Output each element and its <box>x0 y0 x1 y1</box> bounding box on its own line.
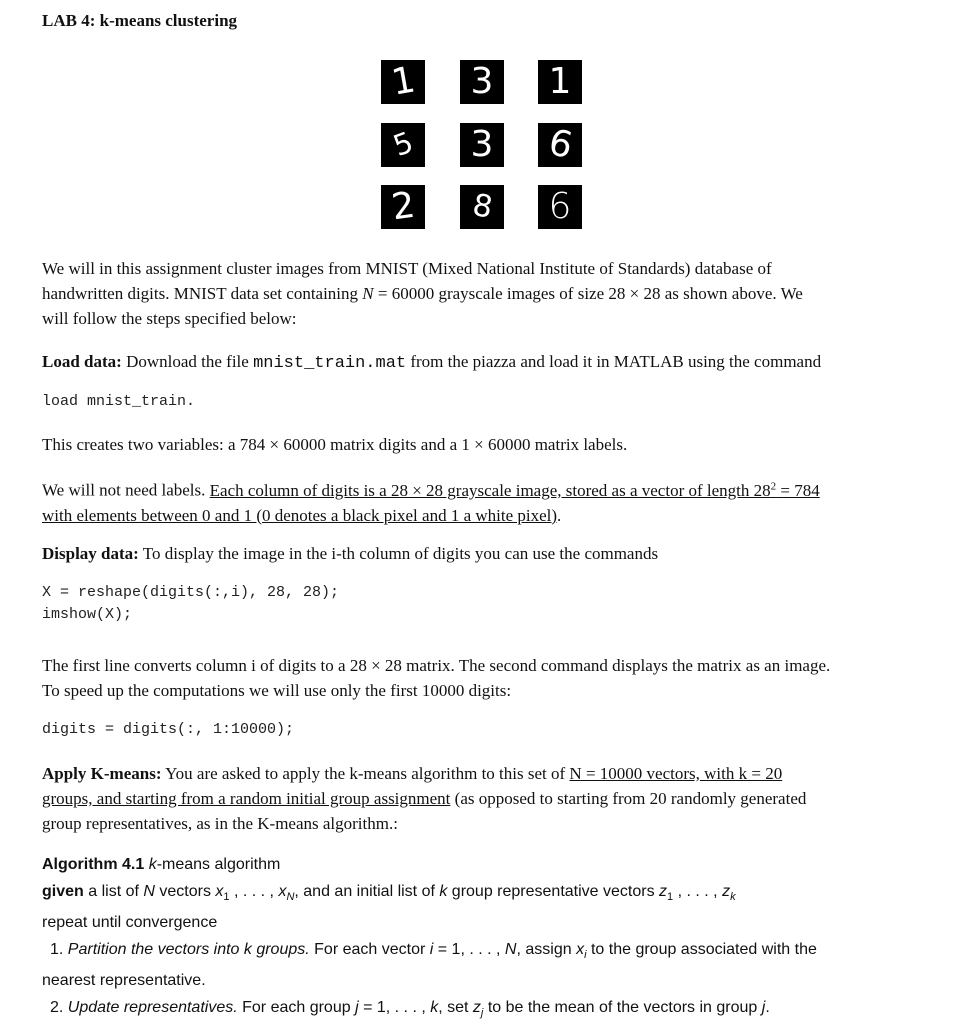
body-text: To speed up the computations we will use only the first 10000 digits: <box>42 681 512 700</box>
intro-line: We will in this assignment cluster images from MNIST (Mixed National Institute of Standards) database of <box>42 259 772 278</box>
subscript: j <box>480 1007 484 1020</box>
digit-tile <box>381 60 425 104</box>
digit-tile <box>460 123 504 167</box>
step-title: Update representatives. <box>67 998 238 1016</box>
filename-code: mnist_train.mat <box>253 354 407 373</box>
body-text: = 1, . . . , <box>358 998 431 1016</box>
digit-tile <box>538 123 582 167</box>
step-number: 1. <box>50 940 68 958</box>
subset-command-code: digits = digits(:, 1:10000); <box>42 721 295 738</box>
math-symbol: N <box>143 882 155 900</box>
body-text: To display the image in the i-th column of digits you can use the commands <box>138 544 659 563</box>
step-number: 2. <box>50 998 68 1016</box>
math-symbol: z <box>659 882 668 900</box>
algorithm-name: -means algorithm <box>156 856 281 873</box>
digit-glyph: 3 <box>470 124 494 165</box>
subscript: 1 <box>223 890 230 903</box>
code-line: X = reshape(digits(:,i), 28, 28); <box>42 584 340 601</box>
body-text: to the group associated with the <box>586 940 817 958</box>
math-symbol: j <box>761 998 766 1016</box>
math-symbol: N <box>504 940 517 958</box>
digit-glyph: 1 <box>548 61 572 102</box>
underlined-part: Each column of digits is a 28 × 28 grayscale image, stored as a vector of length 28 <box>209 480 771 500</box>
section-heading: Display data: <box>42 544 139 563</box>
math-symbol: k <box>148 856 157 873</box>
body-text: = 1, . . . , <box>433 940 505 958</box>
digit-glyph: 2 <box>388 184 418 229</box>
math-symbol: k <box>439 882 448 900</box>
body-text: to be the mean of the vectors in group <box>483 998 762 1016</box>
algorithm-title <box>42 852 922 879</box>
mnist-sample-grid <box>381 60 581 230</box>
intro-paragraph <box>42 256 921 331</box>
subscript: N <box>286 890 295 903</box>
digit-tile <box>538 185 582 229</box>
body-text: You are asked to apply the k-means algorithm to this set of <box>161 764 570 783</box>
digit-tile <box>460 60 504 104</box>
step-title: Partition the vectors into k groups. <box>67 940 310 958</box>
body-text: (as opposed to starting from 20 randomly generated <box>450 789 807 808</box>
body-text: . <box>765 998 770 1016</box>
algorithm-given <box>42 879 922 911</box>
body-text: group representative vectors <box>447 882 660 900</box>
algorithm-step-1-cont: nearest representative. <box>42 972 206 990</box>
body-text: For each vector <box>309 940 430 958</box>
underlined-text: with elements between 0 and 1 (0 denotes a black pixel and 1 a white pixel) <box>42 505 558 525</box>
body-text: For each group <box>237 998 356 1016</box>
algorithm-step-1 <box>42 937 922 969</box>
digit-glyph: 5 <box>388 126 418 164</box>
algorithm-label: Algorithm 4.1 <box>42 856 145 873</box>
math-symbol: z <box>722 882 731 900</box>
load-data-paragraph <box>42 349 921 376</box>
body-text: . <box>557 505 562 525</box>
digit-tile <box>460 185 504 229</box>
underlined-text: N = 10000 vectors, with k = 20 <box>569 764 783 783</box>
display-commands-code <box>42 582 339 626</box>
math-symbol: x <box>278 882 287 900</box>
underlined-text: groups, and starting from a random initial group assignment <box>42 789 451 808</box>
body-text: vectors <box>154 882 216 900</box>
digit-tile <box>381 185 425 229</box>
body-text: , . . . , <box>229 882 279 900</box>
body-text: The first line converts column i of digits to a 28 × 28 matrix. The second command displays the matrix as an image. <box>42 656 831 675</box>
superscript: 2 <box>770 480 777 492</box>
section-heading: Load data: <box>42 352 122 371</box>
algorithm-step-2 <box>42 995 922 1027</box>
load-command-code: load mnist_train. <box>42 393 196 410</box>
first-line-paragraph <box>42 653 921 703</box>
digit-glyph: 1 <box>388 59 418 104</box>
variables-paragraph: This creates two variables: a 784 × 60000 matrix digits and a 1 × 60000 matrix labels. <box>42 435 628 454</box>
math-symbol: N <box>362 284 374 303</box>
body-text: We will not need labels. <box>42 480 210 500</box>
digit-glyph: 8 <box>469 187 495 226</box>
subscript: k <box>730 890 736 903</box>
body-text: , assign <box>516 940 577 958</box>
algorithm-box <box>42 852 922 1027</box>
page-title: LAB 4: k-means clustering <box>42 11 238 30</box>
math-symbol: k <box>430 998 439 1016</box>
code-line: imshow(X); <box>42 606 133 623</box>
underlined-text <box>210 481 820 500</box>
digit-tile <box>381 123 425 167</box>
body-text: from the piazza and load it in MATLAB using the command <box>406 352 822 371</box>
digit-glyph: 6 <box>548 186 572 227</box>
body-text: , and an initial list of <box>294 882 440 900</box>
digit-tile <box>538 60 582 104</box>
body-text: a list of <box>83 882 144 900</box>
display-data-paragraph <box>42 541 921 566</box>
body-text: group representatives, as in the K-means algorithm.: <box>42 814 398 833</box>
math-symbol: j <box>355 998 359 1016</box>
math-symbol: z <box>472 998 481 1016</box>
subscript: i <box>584 948 587 961</box>
math-symbol: x <box>215 882 224 900</box>
math-symbol: i <box>429 940 434 958</box>
math-symbol: x <box>576 940 585 958</box>
section-heading: Apply K-means: <box>42 764 162 783</box>
keyword: given <box>42 882 84 900</box>
algorithm-repeat: repeat until convergence <box>42 914 218 932</box>
labels-note-paragraph <box>42 474 921 528</box>
digit-glyph: 3 <box>470 61 494 102</box>
body-text: Download the file <box>121 352 254 371</box>
body-text: , . . . , <box>673 882 723 900</box>
intro-line: handwritten digits. MNIST data set containing <box>42 284 363 303</box>
subscript: 1 <box>667 890 674 903</box>
digit-glyph: 6 <box>544 122 576 167</box>
body-text: , set <box>438 998 473 1016</box>
underlined-part: = 784 <box>776 480 820 500</box>
apply-kmeans-paragraph <box>42 761 921 836</box>
intro-line: will follow the steps specified below: <box>42 309 297 328</box>
intro-line: = 60000 grayscale images of size 28 × 28 as shown above. We <box>373 284 803 303</box>
